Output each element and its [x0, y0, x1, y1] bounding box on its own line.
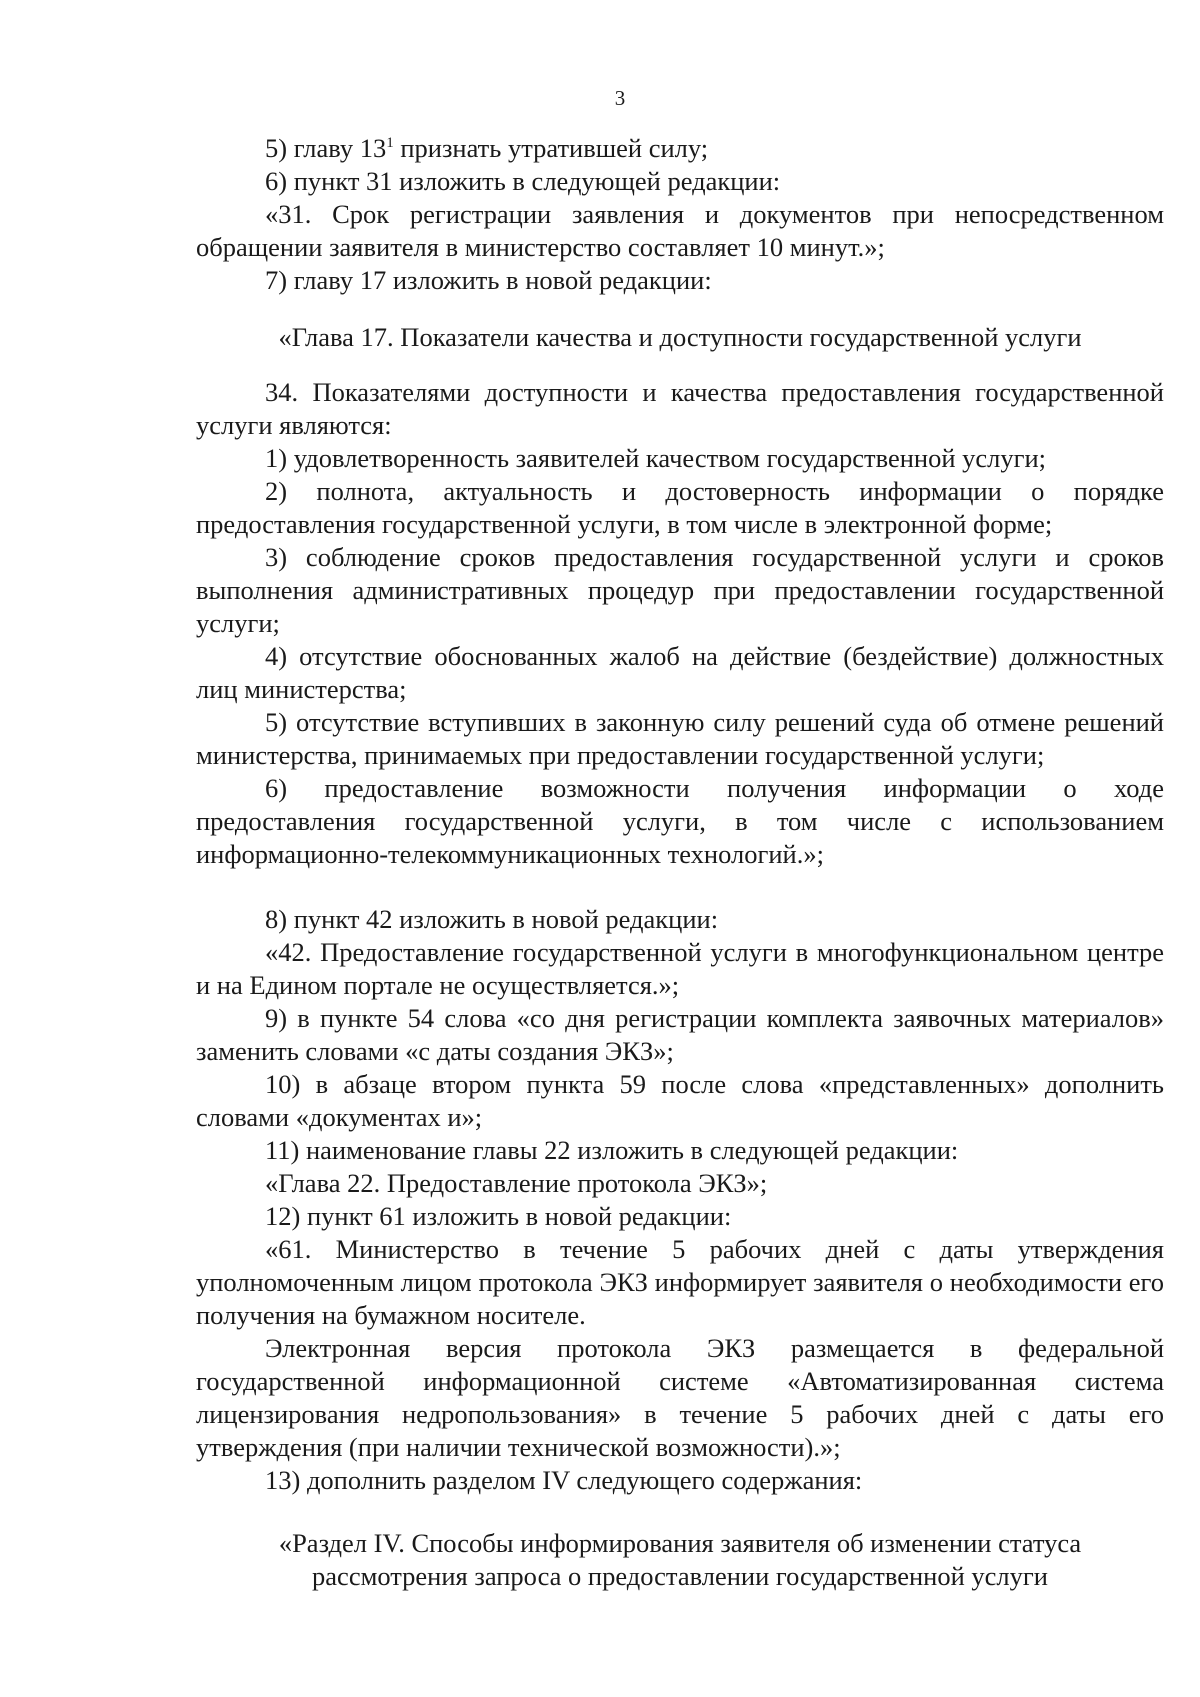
item-5-text: 5) главу 13: [265, 133, 387, 163]
item-7: 7) главу 17 изложить в новой редакции:: [265, 265, 712, 295]
item-8-quote: «42. Предоставление государственной услуги в многофункциональном центре и на Едином портале не осуществляется.»;: [196, 937, 1164, 1000]
item-6: 6) пункт 31 изложить в следующей редакции:: [265, 166, 781, 196]
chapter-17-title: «Глава 17. Показатели качества и доступности государственной услуги: [278, 322, 1082, 352]
section-4-title-line-2: рассмотрения запроса о предоставлении государственной услуги: [312, 1561, 1048, 1591]
item-12-quote: «61. Министерство в течение 5 рабочих дней с даты утверждения уполномоченным лицом протокола ЭКЗ информирует заявителя о необходимости его получения на бумажном носителе.: [196, 1234, 1164, 1330]
paragraph-34-item-1: 1) удовлетворенность заявителей качеством государственной услуги;: [265, 443, 1047, 473]
item-11-quote: «Глава 22. Предоставление протокола ЭКЗ»;: [265, 1168, 768, 1198]
paragraph-34-item-5: 5) отсутствие вступивших в законную силу решений суда об отмене решений министерства, принимаемых при предоставлении государственной услуги;: [196, 707, 1164, 770]
page-number: 3: [614, 86, 626, 110]
document-body: [196, 132, 1164, 1593]
paragraph-34: 34. Показателями доступности и качества предоставления государственной услуги являются:: [196, 377, 1164, 440]
item-12: 12) пункт 61 изложить в новой редакции:: [265, 1201, 732, 1231]
item-8: 8) пункт 42 изложить в новой редакции:: [265, 904, 719, 934]
item-9: 9) в пункте 54 слова «со дня регистрации комплекта заявочных материалов» заменить словами «с даты создания ЭКЗ»;: [196, 1003, 1164, 1066]
paragraph-34-item-4: 4) отсутствие обоснованных жалоб на действие (бездействие) должностных лиц министерства;: [196, 641, 1164, 704]
paragraph-34-item-6: 6) предоставление возможности получения информации о ходе предоставления государственной услуги, в том числе с использованием информационно-телекоммуникационных технологий.»;: [196, 773, 1164, 869]
section-4-title-line-1: «Раздел IV. Способы информирования заявителя об изменении статуса: [278, 1528, 1082, 1558]
item-6-quote: «31. Срок регистрации заявления и документов при непосредственном обращении заявителя в министерство составляет 10 минут.»;: [196, 199, 1164, 262]
item-10: 10) в абзаце втором пункта 59 после слова «представленных» дополнить словами «документах и»;: [196, 1069, 1164, 1132]
item-11: 11) наименование главы 22 изложить в следующей редакции:: [265, 1135, 959, 1165]
item-12-quote-continued: Электронная версия протокола ЭКЗ размещается в федеральной государственной информационной системе «Автоматизированная система лицензирования недропользования» в течение 5 рабочих дней с даты его утверждения (при наличии технической возможности).»;: [196, 1333, 1164, 1462]
paragraph-34-item-3: 3) соблюдение сроков предоставления государственной услуги и сроков выполнения административных процедур при предоставлении государственной услуги;: [196, 542, 1164, 638]
paragraph-34-item-2: 2) полнота, актуальность и достоверность информации о порядке предоставления государственной услуги, в том числе в электронной форме;: [196, 476, 1164, 539]
item-13: 13) дополнить разделом IV следующего содержания:: [265, 1465, 863, 1495]
item-5-superscript: 1: [386, 135, 394, 152]
item-5: [196, 132, 1164, 165]
item-5-rest: признать утратившей силу;: [393, 133, 709, 163]
